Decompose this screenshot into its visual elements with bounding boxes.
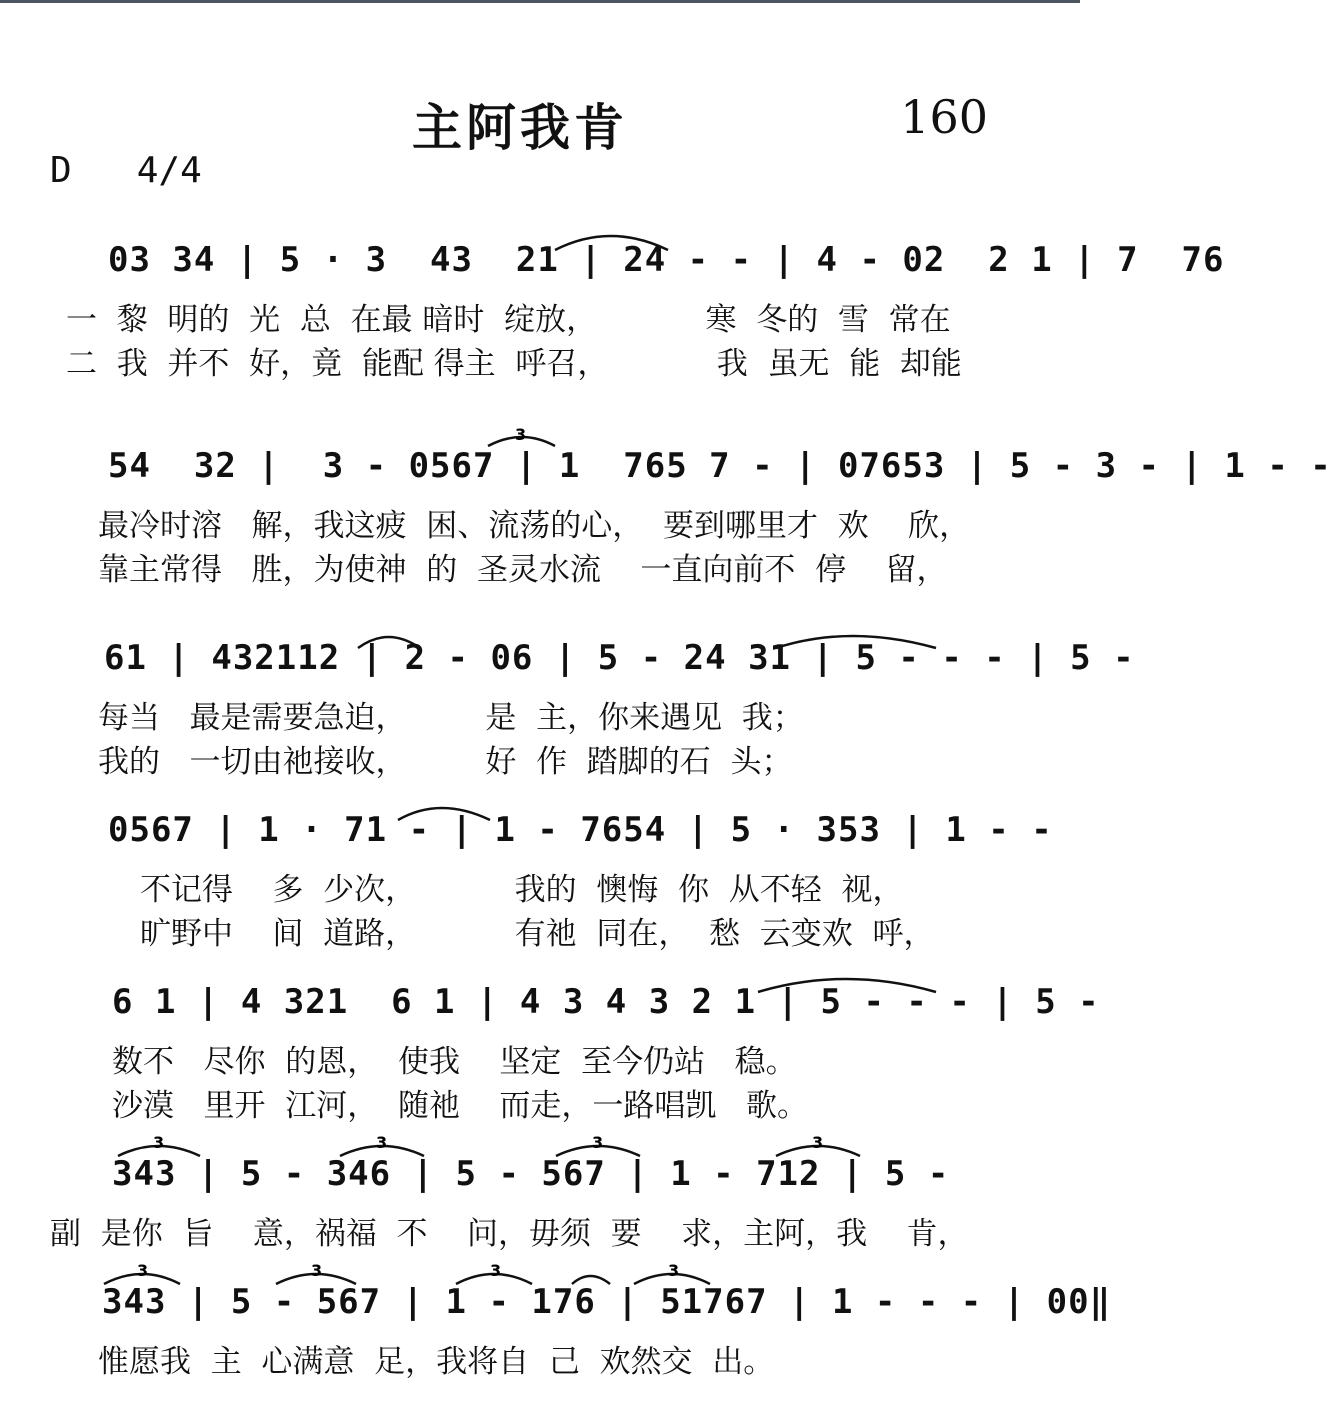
score-row-5 xyxy=(0,972,1100,1124)
slur-marks xyxy=(0,800,1080,950)
notation-line: 0567 | 1 · 71 - | 1 - 7654 | 5 · 353 | 1 - - xyxy=(108,810,1053,850)
lyric-verse-2: 靠主常得 胜，为使神 的 圣灵水流 一直向前不 停 留， xyxy=(98,552,948,588)
score-row-4 xyxy=(0,800,1080,950)
key-time-signature xyxy=(50,150,202,191)
lyric-chorus: 副 是你 旨 意，祸福 不 问，毋须 要 求，主阿，我 肯， xyxy=(50,1216,969,1252)
notation-line: 343 | 5 - 567 | 1 - 176 | 51767 | 1 - - - | 00‖ xyxy=(102,1282,1112,1322)
slur-tie xyxy=(555,236,668,250)
score-row-1 xyxy=(0,230,1225,382)
lyric-verse-2: 我的 一切由祂接收， 好 作 踏脚的石 头； xyxy=(98,744,793,780)
score-row-3 xyxy=(0,628,1135,780)
slur-marks xyxy=(0,230,1080,380)
lyric-verse-2: 旷野中 间 道路， 有祂 同在， 愁 云变欢 呼， xyxy=(140,916,935,952)
time-signature: 4/4 xyxy=(136,150,202,191)
triplet-mark: 3 xyxy=(153,1133,165,1152)
triplet-mark: 3 xyxy=(490,1261,502,1280)
lyric-verse-1: 一 黎 明的 光 总 在最 暗时 绽放， 寒 冬的 雪 常在 xyxy=(66,302,951,338)
notation-line: 6 1 | 4 321 6 1 | 4 3 4 3 2 1 | 5 - - - | 5 - xyxy=(112,982,1100,1022)
lyric-verse-2: 沙漠 里开 江河， 随祂 而走，一路唱凯 歌。 xyxy=(112,1088,808,1124)
slur-tie xyxy=(572,1276,610,1284)
slur-tie xyxy=(398,808,490,820)
lyric-verse-1: 不记得 多 少次， 我的 懊悔 你 从不轻 视， xyxy=(140,872,904,908)
notation-line: 54 32 | 3 - 0567 | 1 765 7 - | 07653 | 5 - 3 - | 1 - - xyxy=(108,446,1332,486)
notation-line: 343 | 5 - 346 | 5 - 567 | 1 - 712 | 5 - xyxy=(112,1154,950,1194)
hymn-title: 主阿我肯 xyxy=(412,98,628,157)
triplet-mark: 3 xyxy=(668,1261,680,1280)
score-row-7 xyxy=(0,1261,1112,1422)
triplet-mark: 3 xyxy=(515,425,527,444)
triplet-mark: 3 xyxy=(812,1133,824,1152)
slur-marks xyxy=(0,425,1080,586)
lyric-verse-1: 每当 最是需要急迫， 是 主，你来遇见 我； xyxy=(98,700,804,736)
hymn-number: 160 xyxy=(900,90,988,144)
slur-tie xyxy=(758,979,936,992)
triplet-mark: 3 xyxy=(592,1133,604,1152)
notation-line: 03 34 | 5 · 3 43 21 | 24 - - | 4 - 02 2 1 | 7 76 xyxy=(108,240,1225,280)
lyric-verse-1: 数不 尽你 的恩， 使我 坚定 至今仍站 稳。 xyxy=(112,1044,797,1080)
triplet-mark: 3 xyxy=(376,1133,388,1152)
triplet-mark: 3 xyxy=(137,1261,149,1280)
slur-marks xyxy=(0,628,1080,778)
slur-marks xyxy=(0,972,1080,1122)
slur-marks xyxy=(0,1261,1080,1422)
lyric-verse-2: 二 我 并不 好，竟 能配 得主 呼召， 我 虽无 能 却能 xyxy=(66,346,962,382)
slur-tie xyxy=(776,636,936,648)
score-row-2 xyxy=(0,425,1332,588)
slur-tie xyxy=(358,637,420,648)
notation-line: 61 | 432112 | 2 - 06 | 5 - 24 31 | 5 - - - | 5 - xyxy=(104,638,1135,678)
top-border xyxy=(0,0,1080,3)
key-signature: D xyxy=(50,150,72,191)
lyric-chorus: 惟愿我 主 心满意 足，我将自 己 欢然交 出。 xyxy=(98,1344,775,1380)
triplet-mark: 3 xyxy=(311,1261,323,1280)
lyric-verse-1: 最冷时溶 解，我这疲 困、流荡的心， 要到哪里才 欢 欣， xyxy=(98,508,971,544)
